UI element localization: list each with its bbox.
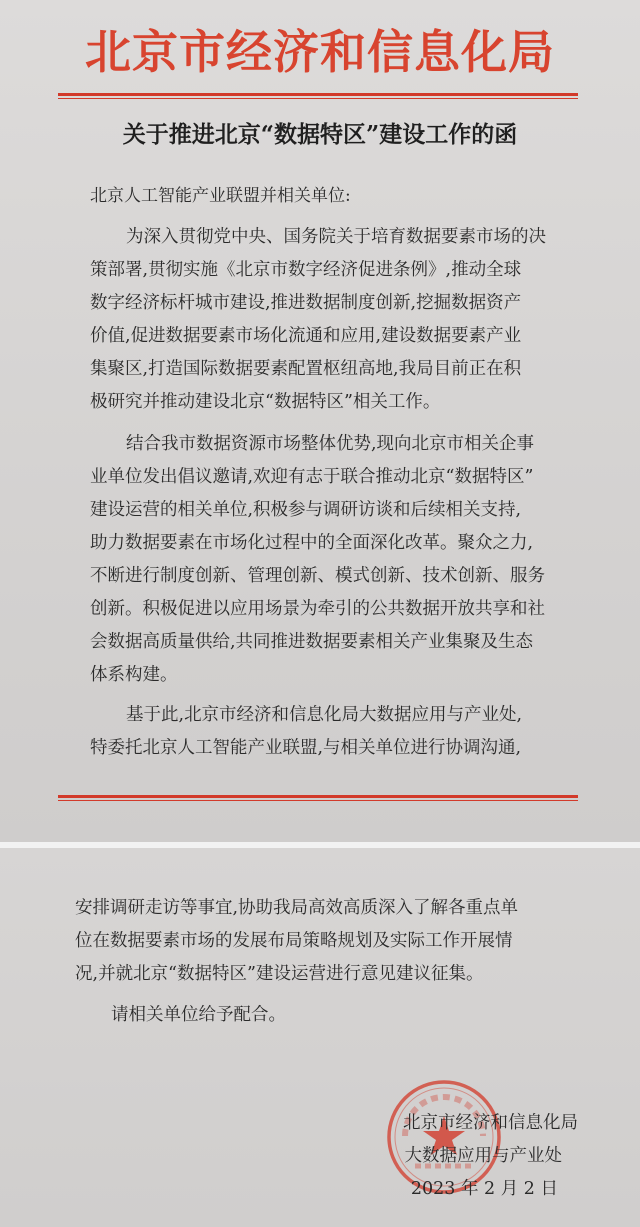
letterhead-red-rule [58,93,578,96]
signature-org: 北京市经济和信息化局 [403,1113,578,1133]
footer-red-rule [58,795,578,798]
footer-red-rule-thin [58,800,578,801]
body-line: 不断进行制度创新、管理创新、模式创新、技术创新、服务 [90,566,545,586]
body-line: 价值,促进数据要素市场化流通和应用,建设数据要素产业 [90,326,522,346]
signature-dept: 大数据应用与产业处 [404,1146,562,1166]
body-line: 特委托北京人工智能产业联盟,与相关单位进行协调沟通, [90,738,522,758]
body-line: 位在数据要素市场的发展布局策略规划及实际工作开展情 [75,931,513,951]
body-line: 策部署,贯彻实施《北京市数字经济促进条例》,推动全球 [90,260,522,280]
body-line: 结合我市数据资源市场整体优势,现向北京市相关企事 [126,434,535,454]
body-line: 数字经济标杆城市建设,推进数据制度创新,挖掘数据资产 [90,293,522,313]
body-line: 业单位发出倡议邀请,欢迎有志于联合推动北京“数据特区” [90,467,534,487]
letterhead-red-rule-thin [58,98,578,99]
body-line: 集聚区,打造国际数据要素配置枢纽高地,我局目前正在积 [90,359,522,379]
body-line: 况,并就北京“数据特区”建设运营进行意见建议征集。 [75,964,484,984]
body-line: 为深入贯彻党中央、国务院关于培育数据要素市场的决 [126,227,546,247]
body-page-2 [75,892,575,1032]
salutation: 北京人工智能产业联盟并相关单位: [90,186,351,206]
body-line: 创新。积极促进以应用场景为牵引的公共数据开放共享和社 [90,599,545,619]
body-line: 安排调研走访等事宜,协助我局高效高质深入了解各重点单 [75,898,519,918]
body-line: 极研究并推动建设北京“数据特区”相关工作。 [90,392,441,412]
document-title: 关于推进北京“数据特区”建设工作的函 [122,121,518,148]
body-line: 体系构建。 [90,665,178,685]
body-line: 请相关单位给予配合。 [111,1005,286,1025]
body-line: 助力数据要素在市场化过程中的全面深化改革。聚众之力, [90,533,534,553]
body-line: 建设运营的相关单位,积极参与调研访谈和后续相关支持, [90,500,522,520]
body-line: 基于此,北京市经济和信息化局大数据应用与产业处, [126,705,523,725]
body-line: 会数据高质量供给,共同推进数据要素相关产业集聚及生态 [90,632,534,652]
signature-date: 2023 年 2 月 2 日 [410,1179,558,1199]
body-page-1 [90,221,566,765]
agency-letterhead: 北京市经济和信息化局 [85,25,555,79]
signature-block [338,1107,578,1206]
